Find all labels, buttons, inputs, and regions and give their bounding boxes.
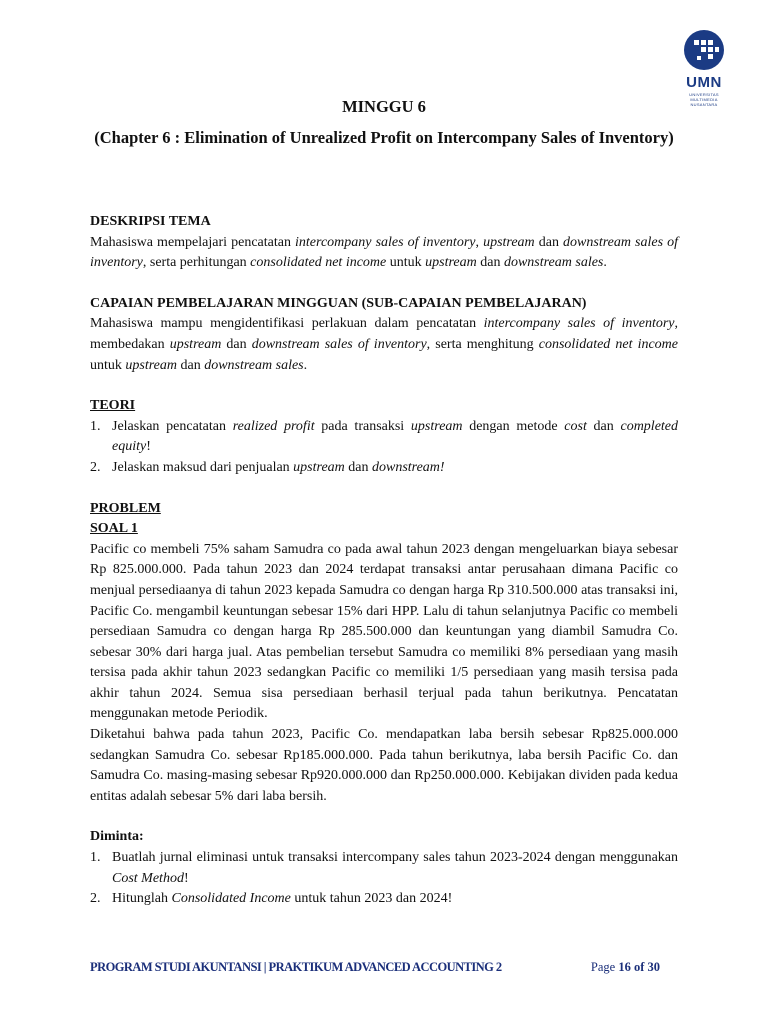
list-item: 2. Jelaskan maksud dari penjualan upstream dan downstream! — [90, 459, 445, 475]
capaian-text: Mahasiswa mampu mengidentifikasi perlakuan dalam pencatatan intercompany sales of inventory, membedakan upstream dan downstream sales of inventory, serta menghitung consolidated net income untuk upstream dan downstream sales. — [90, 316, 679, 373]
footer-program: PROGRAM STUDI AKUNTANSI | PRAKTIKUM ADVANCED ACCOUNTING 2 — [90, 960, 502, 974]
capaian-heading: CAPAIAN PEMBELAJARAN MINGGUAN (SUB-CAPAIAN PEMBELAJARAN) — [90, 295, 587, 311]
page-footer — [90, 960, 680, 980]
document-body — [90, 212, 678, 910]
logo-text: UMN — [686, 74, 722, 91]
problem-paragraph-2: Diketahui bahwa pada tahun 2023, Pacific Co. mendapatkan laba bersih sebesar Rp825.000.000 sedangkan Samudra Co. sebesar Rp185.000.000. Pada tahun berikutnya, laba bersih Pacific Co. dan Samudra Co. masing-masing sebesar Rp920.000.000 dan Rp250.000.000. Kebijakan dividen pada kedua entitas adalah sebesar 5% dari laba bersih. — [90, 727, 678, 804]
page-number: Page 16 of 30 — [590, 960, 660, 974]
deskripsi-heading: DESKRIPSI TEMA — [90, 214, 211, 229]
page-title — [90, 91, 678, 153]
problem-heading: PROBLEM — [90, 500, 161, 516]
list-item: 2. Hitunglah Consolidated Income untuk tahun 2023 dan 2024! — [90, 891, 453, 907]
logo-subtext: UNIVERSITAS MULTIMEDIA NUSANTARA — [689, 92, 719, 107]
title-week: MINGGU 6 — [342, 97, 426, 116]
diminta-heading: Diminta: — [90, 829, 144, 845]
problem-paragraph-1: Pacific co membeli 75% saham Samudra co pada awal tahun 2023 dengan mengeluarkan biaya sebesar Rp 825.000.000. Pada tahun 2023 dan 2024 terdapat transaksi antar perusahaan dimana Pacific co menjual persediaanya di tahun 2023 kepada Samudra co dengan harga Rp 310.500.000 atas transaksi ini, Pacific Co. mengambil keuntungan sebesar 15% dari HPP. Lalu di tahun selanjutnya Pacific co membeli persediaan Samudra co dengan harga Rp 285.500.000 dan keuntungan yang diambil Samudra Co. sebesar 30% dari harga jual. Atas pembelian tersebut Samudra co memiliki 8% persediaan yang masih tersisa pada akhir tahun 2023 sedangkan Pacific co memiliki 1/5 persediaan yang masih tersisa pada akhir tahun 2024. Semua sisa persediaan berhasil terjual pada tahun berikutnya. Pencatatan menggunakan metode Periodik. — [90, 541, 678, 722]
umn-logo — [678, 28, 730, 110]
diminta-list — [90, 848, 678, 910]
deskripsi-text: Mahasiswa mempelajari pencatatan intercompany sales of inventory, upstream dan downstream sales of inventory, serta perhitungan consolidated net income untuk upstream dan downstream sales. — [90, 234, 679, 271]
list-item: 1. Jelaskan pencatatan realized profit pada transaksi upstream dengan metode cost dan completed equity! — [90, 418, 679, 455]
title-chapter: (Chapter 6 : Elimination of Unrealized Profit on Intercompany Sales of Inventory) — [94, 128, 674, 147]
soal-heading: SOAL 1 — [90, 521, 138, 537]
teori-heading: TEORI — [90, 398, 136, 414]
teori-list — [90, 417, 678, 479]
list-item: 1. Buatlah jurnal eliminasi untuk transaksi intercompany sales tahun 2023-2024 dengan menggunakan Cost Method! — [90, 850, 678, 886]
umn-logo-emblem — [678, 28, 730, 72]
